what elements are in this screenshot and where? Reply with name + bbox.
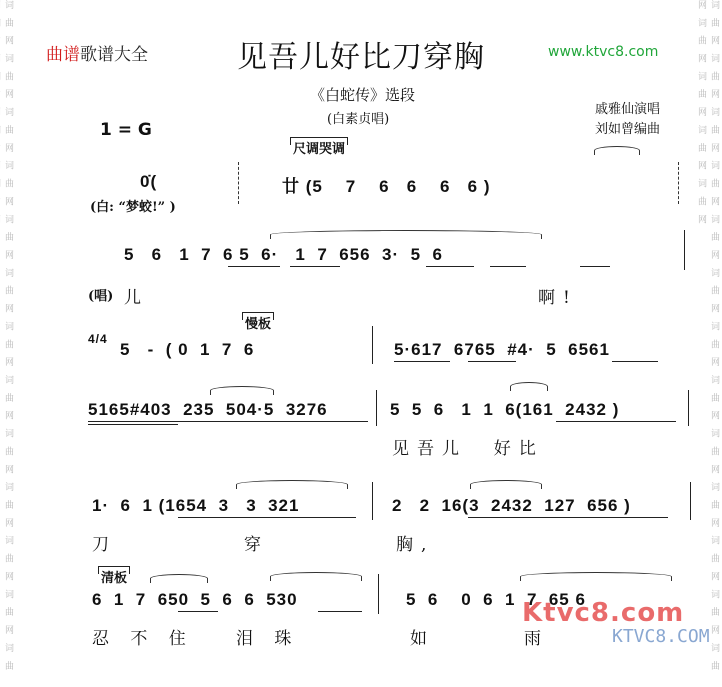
site-logo-text: 歌谱大全 bbox=[80, 45, 148, 65]
line2-slur bbox=[270, 230, 542, 239]
watermark-logo: Ktvc8.com bbox=[522, 598, 685, 628]
right-watermark-strip: 词 曲 网 词 曲 网 词 曲 网 词 曲 网 词 曲 网 词 曲 网 词 曲 网 词 曲 网 词 曲 网 词 曲 网 词 曲 网 词 曲 网 词 曲 网 词 曲 网 词 曲 网 词 曲 网 词 曲 网 bbox=[696, 0, 719, 673]
line5-slur-b bbox=[470, 480, 542, 489]
line2-lyric-a: 儿 bbox=[124, 288, 149, 308]
line4-underline-b bbox=[88, 424, 178, 425]
line6-underline-b bbox=[318, 611, 362, 612]
line1-dashed-bar bbox=[238, 162, 239, 204]
line4-barline-end bbox=[688, 390, 689, 426]
line3-notes-b: 5·617 6765 #4· 5 6561 bbox=[394, 340, 610, 359]
line5-notes-b: 2 2 16(3 2432 127 656 ) bbox=[392, 496, 631, 515]
tag-chidiao: 尺调哭调 bbox=[290, 137, 348, 157]
line4-underline-c bbox=[556, 421, 676, 422]
left-watermark-strip: 词 曲 网 词 曲 网 词 曲 网 词 曲 网 词 曲 网 词 曲 网 词 曲 网 词 曲 网 词 曲 网 词 曲 网 词 曲 网 词 曲 网 词 曲 bbox=[3, 0, 13, 673]
line2-underline-c bbox=[426, 266, 474, 267]
line2-notes: 5 6 1 7 6 5 6· 1 7 656 3· 5 6 bbox=[124, 245, 443, 264]
line1-spoken: (白: “梦蛟!” ) bbox=[90, 200, 176, 215]
line6-slur-b bbox=[270, 572, 362, 581]
line5-underline-b bbox=[468, 517, 668, 518]
line4-slur-b bbox=[510, 382, 548, 391]
line2-underline-d bbox=[490, 266, 526, 267]
line4-lyric: 见吾儿 好比 bbox=[392, 439, 544, 459]
line1-fermata-slur bbox=[594, 146, 640, 155]
line5-lyric-a: 刀 bbox=[92, 535, 117, 555]
line5-lyric-c: 胸, bbox=[396, 535, 435, 555]
line6-notes-a: 6 1 7 650 5 6 6 530 bbox=[92, 590, 298, 609]
line2-underline-e bbox=[580, 266, 610, 267]
tag-qingban: 清板 bbox=[98, 566, 130, 586]
line6-slur-a bbox=[150, 574, 208, 583]
subtitle: 《白蛇传》选段 bbox=[310, 86, 416, 104]
line6-lyric-d: 雨 bbox=[524, 629, 549, 649]
arranger-credit: 刘如曾编曲 bbox=[595, 122, 661, 137]
line5-barline-end bbox=[690, 482, 691, 520]
line4-underline-a bbox=[88, 421, 368, 422]
site-logo-red: 曲谱 bbox=[46, 45, 80, 65]
line6-lyric-c: 如 bbox=[410, 629, 435, 649]
line1-notes-a: 0̇( bbox=[140, 172, 158, 191]
watermark-logo-sub: KTVC8.COM bbox=[612, 626, 710, 647]
line6-underline-a bbox=[178, 611, 218, 612]
line2-barline bbox=[684, 230, 685, 270]
line6-slur-c bbox=[520, 572, 672, 581]
line5-slur-a bbox=[236, 480, 348, 489]
site-url[interactable]: www.ktvc8.com bbox=[548, 44, 659, 60]
line5-notes-a: 1· 6 1 (1654 3 3 321 bbox=[92, 496, 300, 515]
line3-time-signature: 4/4 bbox=[88, 332, 108, 346]
line1-dashed-bar-end bbox=[678, 162, 679, 204]
line3-notes-a: 5 - ( 0 1 7 6 bbox=[120, 340, 255, 359]
line5-underline-a bbox=[178, 517, 356, 518]
tag-manban: 慢板 bbox=[242, 312, 274, 332]
line5-barline bbox=[372, 482, 373, 520]
line6-notes-b: 5 6 0 6 1 7 65 6 bbox=[406, 590, 586, 609]
line4-slur-a bbox=[210, 386, 274, 395]
singer-credit: 戚雅仙演唱 bbox=[595, 102, 661, 117]
line3-underline-c bbox=[612, 361, 658, 362]
line2-lyric-b: 啊! bbox=[538, 288, 578, 308]
role-note: (白素贞唱) bbox=[327, 112, 390, 127]
line1-notes-b: 廿 (5 7 6 6 6 6 ) bbox=[282, 177, 491, 196]
line5-lyric-b: 穿 bbox=[244, 535, 269, 555]
line6-barline bbox=[378, 574, 379, 614]
line6-lyric-b: 泪 珠 bbox=[236, 629, 300, 649]
line3-underline-b bbox=[468, 361, 516, 362]
line6-lyric-a: 忍 不 住 bbox=[92, 629, 194, 649]
line3-underline-a bbox=[394, 361, 450, 362]
line4-notes-a: 5165#403 235 504·5 3276 bbox=[88, 400, 328, 419]
song-title: 见吾儿好比刀穿胸 bbox=[237, 40, 485, 75]
key-signature: 1 = G bbox=[100, 120, 152, 140]
line2-underline-a bbox=[228, 266, 280, 267]
line2-underline-b bbox=[290, 266, 340, 267]
line4-notes-b: 5 5 6 1 1 6(161 2432 ) bbox=[390, 400, 620, 419]
line3-barline bbox=[372, 326, 373, 364]
line2-lyric-mark: (唱) bbox=[88, 289, 114, 304]
line4-barline bbox=[376, 390, 377, 426]
